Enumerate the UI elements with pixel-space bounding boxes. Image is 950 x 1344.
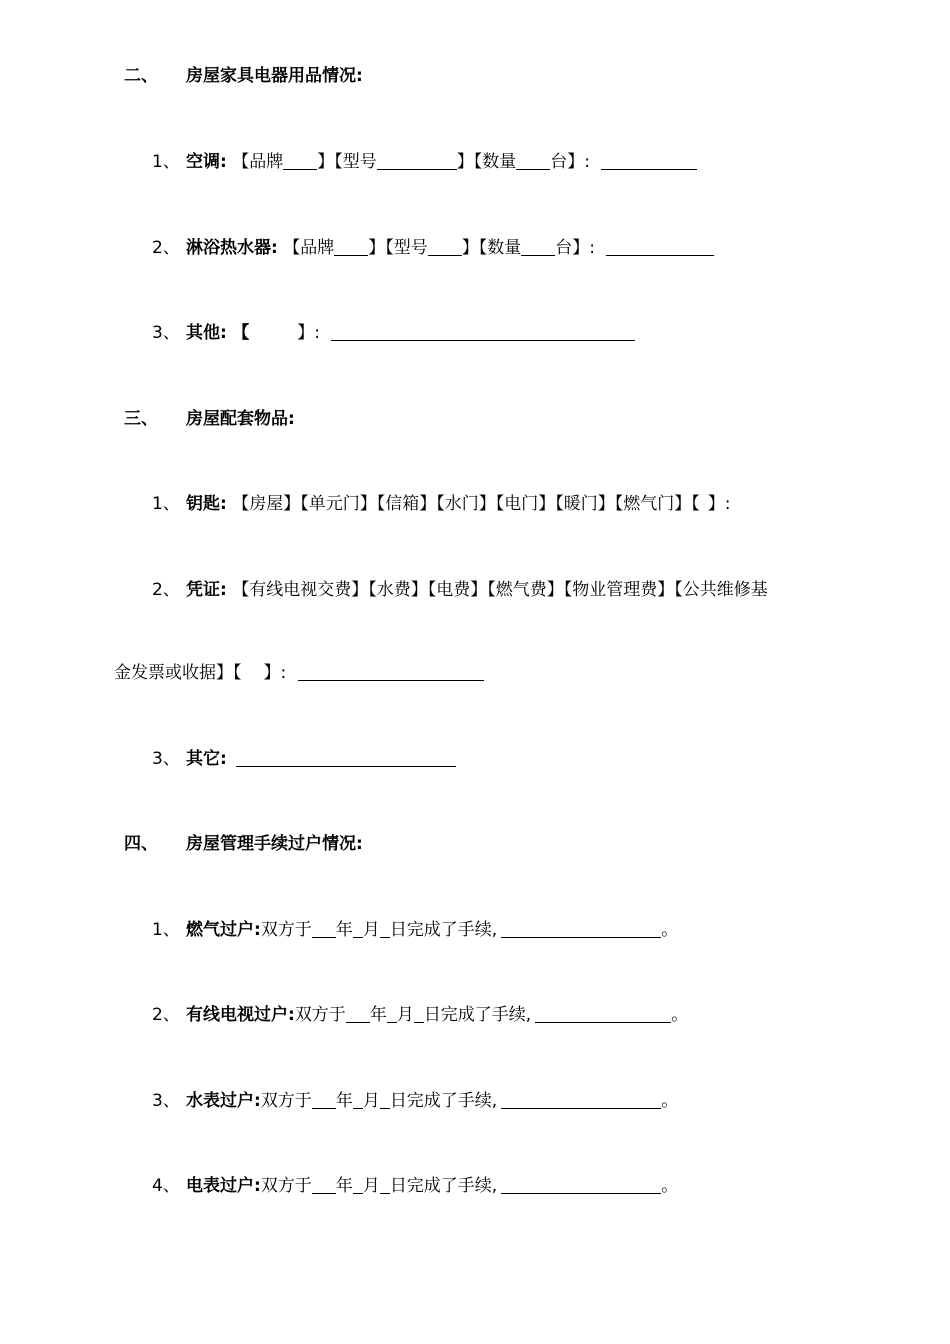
day-blank[interactable] (380, 919, 390, 938)
item-label: 水表过户: (186, 1091, 261, 1111)
bracket-open: 【 (232, 323, 250, 343)
section-heading-4 (124, 832, 363, 856)
section-title: 房屋家具电器用品情况: (186, 66, 363, 86)
item-number: 1、 (152, 494, 180, 514)
month-blank[interactable] (353, 1175, 363, 1194)
item-number: 3、 (152, 323, 180, 343)
vouchers-options: 【有线电视交费】【水费】【电费】【燃气费】【物业管理费】【公共维修基 (232, 580, 768, 600)
month-blank[interactable] (387, 1004, 397, 1023)
section-title: 房屋配套物品: (186, 409, 295, 429)
model-blank[interactable] (428, 237, 462, 256)
item-air-conditioner (152, 150, 697, 174)
item-number: 1、 (152, 920, 180, 940)
year-blank[interactable] (312, 919, 336, 938)
item-number: 3、 (152, 749, 180, 769)
month-label: 月 (362, 920, 380, 940)
period: 。 (671, 1005, 689, 1025)
bracket-close: 】: (297, 323, 320, 343)
quantity-label: 】【数量 (461, 238, 522, 258)
unit-label: 台】: (555, 238, 595, 258)
item-cable-tv-transfer (152, 1003, 688, 1027)
answer-blank[interactable] (501, 919, 661, 938)
answer-blank[interactable] (236, 748, 456, 767)
item-vouchers-continued (114, 661, 484, 685)
bracket-close: 】: (707, 494, 731, 514)
model-label: 】【型号 (368, 238, 428, 258)
item-keys (152, 492, 730, 516)
section-number: 四、 (124, 834, 158, 854)
item-label: 凭证: (186, 580, 227, 600)
item-label: 淋浴热水器: (186, 238, 278, 258)
item-label: 钥匙: (186, 494, 227, 514)
item-label: 空调: (186, 152, 227, 172)
item-electric-meter-transfer (152, 1174, 678, 1198)
answer-blank[interactable] (331, 322, 635, 341)
answer-blank[interactable] (501, 1090, 661, 1109)
year-blank[interactable] (346, 1004, 370, 1023)
year-label: 年 (369, 1005, 387, 1025)
brand-label: 【品牌 (232, 152, 284, 172)
item-vouchers (152, 578, 768, 602)
year-label: 年 (335, 1091, 353, 1111)
keys-options: 【房屋】【单元门】【信箱】【水门】【电门】【暖门】【燃气门】【 (232, 494, 700, 514)
item-other (152, 321, 635, 345)
year-blank[interactable] (312, 1090, 336, 1109)
quantity-blank[interactable] (516, 151, 550, 170)
quantity-label: 】【数量 (456, 152, 517, 172)
day-blank[interactable] (380, 1090, 390, 1109)
text: 双方于 (260, 1176, 312, 1196)
period: 。 (661, 1091, 679, 1111)
vouchers-options-cont: 金发票或收据】【 (114, 663, 242, 683)
month-blank[interactable] (353, 1090, 363, 1109)
answer-blank[interactable] (601, 151, 697, 170)
item-label: 燃气过户: (186, 920, 261, 940)
section-number: 二、 (124, 66, 158, 86)
month-label: 月 (396, 1005, 414, 1025)
year-label: 年 (335, 920, 353, 940)
item-gas-transfer (152, 918, 678, 942)
section-title: 房屋管理手续过户情况: (186, 834, 363, 854)
section-heading-2 (124, 64, 363, 88)
model-label: 】【型号 (317, 152, 377, 172)
text: 双方于 (294, 1005, 346, 1025)
text: 日完成了手续, (389, 920, 498, 940)
answer-blank[interactable] (501, 1175, 661, 1194)
text: 双方于 (260, 1091, 312, 1111)
answer-blank[interactable] (535, 1004, 671, 1023)
brand-label: 【品牌 (283, 238, 335, 258)
unit-label: 台】: (550, 152, 590, 172)
model-blank[interactable] (377, 151, 457, 170)
item-number: 2、 (152, 238, 180, 258)
year-blank[interactable] (312, 1175, 336, 1194)
text: 日完成了手续, (389, 1176, 498, 1196)
day-blank[interactable] (380, 1175, 390, 1194)
item-label: 其他: (186, 323, 227, 343)
item-label: 有线电视过户: (186, 1005, 295, 1025)
month-label: 月 (362, 1176, 380, 1196)
item-number: 3、 (152, 1091, 180, 1111)
item-number: 2、 (152, 1005, 180, 1025)
item-number: 1、 (152, 152, 180, 172)
period: 。 (661, 920, 679, 940)
text: 双方于 (260, 920, 312, 940)
text: 日完成了手续, (389, 1091, 498, 1111)
brand-blank[interactable] (283, 151, 317, 170)
period: 。 (661, 1176, 679, 1196)
item-number: 4、 (152, 1176, 180, 1196)
day-blank[interactable] (414, 1004, 424, 1023)
item-label: 其它: (186, 749, 227, 769)
text: 日完成了手续, (423, 1005, 532, 1025)
item-label: 电表过户: (186, 1176, 261, 1196)
answer-blank[interactable] (606, 237, 714, 256)
bracket-close: 】: (263, 663, 287, 683)
section-number: 三、 (124, 409, 158, 429)
item-other-items (152, 747, 456, 771)
answer-blank[interactable] (298, 662, 484, 681)
section-heading-3 (124, 407, 295, 431)
brand-blank[interactable] (334, 237, 368, 256)
year-label: 年 (335, 1176, 353, 1196)
month-blank[interactable] (353, 919, 363, 938)
month-label: 月 (362, 1091, 380, 1111)
quantity-blank[interactable] (521, 237, 555, 256)
item-water-heater (152, 236, 714, 260)
item-number: 2、 (152, 580, 180, 600)
item-water-meter-transfer (152, 1089, 678, 1113)
